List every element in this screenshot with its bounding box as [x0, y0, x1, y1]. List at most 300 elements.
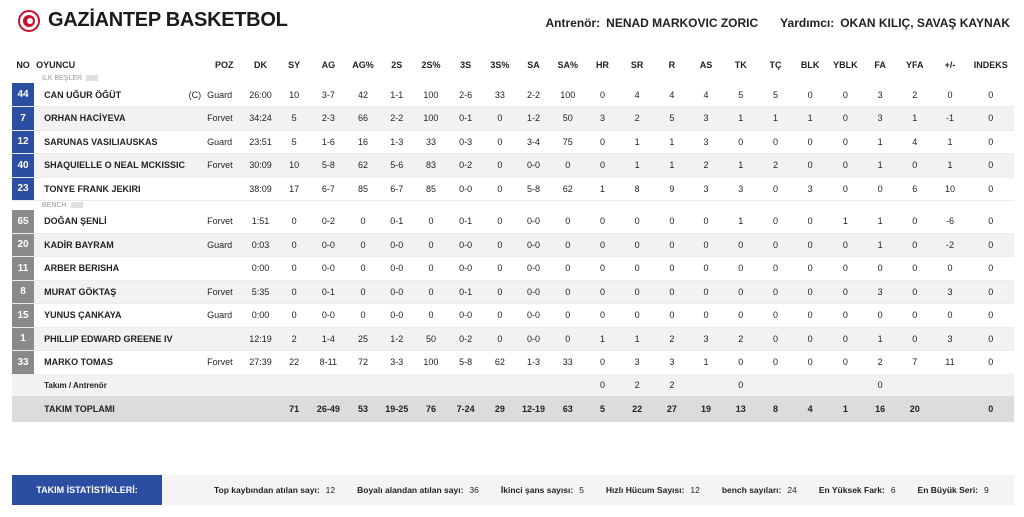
stat-cell: 0 [968, 304, 1014, 328]
player-name[interactable]: ARBER BERISHA [44, 263, 120, 274]
stat-cell [517, 374, 550, 396]
stat-cell: 4 [793, 396, 828, 422]
stat-cell: 33 [483, 83, 517, 107]
stat-cell: 2 [758, 154, 792, 178]
stat-cell: 0 [483, 257, 517, 281]
column-header[interactable]: TK [723, 56, 758, 74]
stat-cell: 23:51 [243, 130, 277, 154]
player-name-cell[interactable] [34, 233, 205, 257]
stat-cell: 0 [483, 327, 517, 351]
stat-cell: 1-4 [311, 327, 346, 351]
stat-cell: 0 [655, 304, 689, 328]
stat-cell: 0 [828, 280, 863, 304]
stat-cell: 6 [897, 177, 932, 201]
column-header[interactable]: SA% [550, 56, 585, 74]
stat-cell: 0 [655, 210, 689, 234]
stat-cell: -6 [932, 210, 967, 234]
player-name-cell[interactable] [34, 107, 205, 131]
player-name[interactable]: SHAQUIELLE O NEAL MCKISSIC [44, 160, 185, 171]
stat-cell: 9 [655, 177, 689, 201]
stat-cell: 0 [828, 233, 863, 257]
stat-cell: 1 [620, 130, 655, 154]
stat-cell: 0 [413, 257, 448, 281]
stat-cell [278, 374, 311, 396]
stat-cell: 8 [620, 177, 655, 201]
stat-cell: 62 [550, 177, 585, 201]
jersey-number: 65 [12, 210, 34, 234]
stat-cell: 30:09 [243, 154, 277, 178]
stat-cell: 0 [413, 280, 448, 304]
stat-cell: 5 [723, 83, 758, 107]
team-stat-item [606, 485, 700, 495]
stat-cell: 0-0 [449, 257, 483, 281]
player-position [205, 177, 243, 201]
stat-cell: 0 [897, 327, 932, 351]
stat-cell: 0-3 [449, 130, 483, 154]
stat-cell: 0 [483, 130, 517, 154]
stat-cell: 2 [723, 327, 758, 351]
stat-cell: 0 [483, 210, 517, 234]
player-row[interactable] [12, 210, 1014, 234]
stat-cell [311, 374, 346, 396]
stat-cell: 0 [346, 257, 380, 281]
stat-cell: 0 [758, 177, 792, 201]
stat-cell: 0 [655, 280, 689, 304]
stat-cell: 0:03 [243, 233, 277, 257]
stat-cell: -1 [932, 107, 967, 131]
stat-cell: 0 [828, 130, 863, 154]
column-header[interactable]: TÇ [758, 56, 792, 74]
stat-cell: 0 [550, 327, 585, 351]
stat-cell: 0 [723, 280, 758, 304]
stat-cell: 0 [689, 280, 723, 304]
player-name[interactable]: MARKO TOMAS [44, 357, 113, 368]
stat-cell: 0-1 [449, 280, 483, 304]
stat-cell: 0 [793, 257, 828, 281]
team-stat-label: bench sayıları: [721, 485, 782, 495]
jersey-number: 1 [12, 327, 34, 351]
stat-cell: 0-0 [311, 257, 346, 281]
stat-cell: 0 [689, 257, 723, 281]
stat-cell: 2 [620, 374, 655, 396]
stat-cell: 25 [346, 327, 380, 351]
column-header[interactable]: 2S [380, 56, 413, 74]
column-header[interactable]: SY [278, 56, 311, 74]
stat-cell: 0 [897, 280, 932, 304]
stat-cell: 22 [620, 396, 655, 422]
stat-cell: 0 [758, 351, 792, 375]
stat-cell: 0 [968, 351, 1014, 375]
stat-cell: 20 [897, 396, 932, 422]
stat-cell: 1-3 [380, 130, 413, 154]
stat-cell: 0 [278, 257, 311, 281]
stat-cell: 71 [278, 396, 311, 422]
stat-cell: 3 [689, 177, 723, 201]
stat-cell: 0 [550, 233, 585, 257]
stat-cell: 6-7 [380, 177, 413, 201]
player-name[interactable]: DOĞAN ŞENLİ [44, 216, 107, 226]
stat-cell: 0-0 [517, 154, 550, 178]
stat-cell: 0-0 [517, 280, 550, 304]
page-header [0, 0, 1024, 46]
player-name-cell[interactable] [34, 280, 205, 304]
team-stat-item [819, 485, 896, 495]
stat-cell: 0 [793, 351, 828, 375]
stat-cell: 3 [863, 280, 897, 304]
stat-cell: 11 [932, 351, 967, 375]
stat-cell: 0:00 [243, 257, 277, 281]
player-name-cell[interactable] [34, 83, 205, 107]
column-header[interactable]: SR [620, 56, 655, 74]
stat-cell [689, 374, 723, 396]
stat-cell: 3-7 [311, 83, 346, 107]
column-header[interactable]: INDEKS [968, 56, 1014, 74]
stat-cell: 1 [897, 107, 932, 131]
stat-cell [897, 374, 932, 396]
assistant-label: Yardımcı: [780, 16, 835, 30]
player-name-cell[interactable] [34, 327, 205, 351]
blank-cell [12, 396, 34, 422]
stat-cell: 5-8 [311, 154, 346, 178]
stat-cell: 0 [968, 327, 1014, 351]
stat-cell: 4 [897, 130, 932, 154]
stat-cell [243, 396, 277, 422]
stat-cell: 0 [828, 304, 863, 328]
team-stat-label: Hızlı Hücum Sayısı: [605, 485, 685, 495]
team-stat-label: İkinci şans sayısı: [500, 485, 574, 495]
player-row[interactable] [12, 304, 1014, 328]
stat-cell: 2 [655, 327, 689, 351]
column-header[interactable]: FA [863, 56, 897, 74]
stat-cell: 0-0 [311, 304, 346, 328]
stat-cell: 16 [346, 130, 380, 154]
stat-cell: 0 [655, 257, 689, 281]
stat-cell: 2 [620, 107, 655, 131]
column-header[interactable]: HR [585, 56, 619, 74]
stat-cell: 10 [278, 83, 311, 107]
stat-cell: 0 [968, 130, 1014, 154]
stat-cell: 1 [793, 107, 828, 131]
player-position [205, 327, 243, 351]
stat-cell: 2 [863, 351, 897, 375]
stat-cell: 6-7 [311, 177, 346, 201]
stat-cell: 5 [655, 107, 689, 131]
column-header[interactable]: BLK [793, 56, 828, 74]
stat-cell: 26-49 [311, 396, 346, 422]
stat-cell: 0 [968, 83, 1014, 107]
stat-cell: 0 [758, 257, 792, 281]
player-name[interactable]: SARUNAS VASILIAUSKAS [44, 136, 158, 147]
stat-cell: 0-0 [517, 257, 550, 281]
stat-cell: 0 [550, 154, 585, 178]
player-name[interactable]: TONYE FRANK JEKIRI [44, 183, 141, 194]
player-row[interactable] [12, 233, 1014, 257]
stat-cell: 0 [828, 257, 863, 281]
stat-cell: 0 [585, 83, 619, 107]
column-header[interactable]: 3S% [483, 56, 517, 74]
player-row[interactable] [12, 257, 1014, 281]
player-row[interactable] [12, 351, 1014, 375]
stat-cell [483, 374, 517, 396]
stat-cell: 5 [278, 107, 311, 131]
stat-cell: 0 [793, 130, 828, 154]
player-name[interactable]: YUNUS ÇANKAYA [44, 310, 122, 321]
stat-cell: 0 [968, 257, 1014, 281]
jersey-number: 11 [12, 257, 34, 281]
stat-cell: 7 [897, 351, 932, 375]
team-stat-item [357, 485, 479, 495]
stat-cell: 0 [758, 130, 792, 154]
stat-cell: 0 [863, 374, 897, 396]
column-header[interactable]: AG% [346, 56, 380, 74]
player-row[interactable] [12, 83, 1014, 107]
column-header[interactable]: OYUNCU [34, 56, 205, 74]
column-header[interactable]: 2S% [413, 56, 448, 74]
stat-cell: 3 [620, 351, 655, 375]
column-header[interactable]: 3S [449, 56, 483, 74]
stat-cell: 2 [689, 154, 723, 178]
jersey-number: 40 [12, 154, 34, 178]
stat-cell: 0 [620, 257, 655, 281]
stat-cell: 0 [793, 154, 828, 178]
player-position: Forvet [205, 280, 243, 304]
team-stat-label: Top kaybından atılan sayı: [214, 485, 320, 495]
stat-cell: 1 [620, 154, 655, 178]
team-name: GAZİANTEP BASKETBOL [48, 9, 288, 31]
player-position: Forvet [205, 107, 243, 131]
player-name[interactable]: MURAT GÖKTAŞ [44, 286, 117, 297]
team-stat-value: 6 [890, 485, 896, 495]
stat-cell: 0 [932, 257, 967, 281]
stat-cell: 0 [723, 130, 758, 154]
stat-cell: 0 [585, 210, 619, 234]
stat-cell: 66 [346, 107, 380, 131]
stat-cell: 0 [793, 280, 828, 304]
captain-badge: (C) [188, 89, 202, 100]
team-logo-icon [18, 10, 40, 32]
stat-cell [243, 374, 277, 396]
stat-cell: 3 [723, 177, 758, 201]
stat-cell: 0 [585, 257, 619, 281]
stat-cell: 0 [968, 233, 1014, 257]
stat-cell: 0 [346, 233, 380, 257]
section-separator [12, 74, 1014, 83]
stat-cell: 1 [863, 154, 897, 178]
stat-cell: 0 [758, 280, 792, 304]
player-name[interactable]: ORHAN HACİYEVA [44, 113, 126, 124]
team-stats-title: TAKIM İSTATİSTİKLERİ: [12, 475, 162, 505]
stat-cell [932, 396, 967, 422]
box-score-table [12, 56, 1014, 422]
team-stats-items [214, 475, 1011, 505]
player-position: Forvet [205, 154, 243, 178]
player-position: Guard [205, 130, 243, 154]
stat-cell: 0-1 [449, 107, 483, 131]
player-name[interactable]: KADİR BAYRAM [44, 239, 114, 250]
stat-cell: 0 [346, 210, 380, 234]
stat-cell: 0 [968, 177, 1014, 201]
section-label: İLK BEŞLER [42, 75, 83, 82]
player-row[interactable] [12, 177, 1014, 201]
player-row[interactable] [12, 327, 1014, 351]
player-row[interactable] [12, 280, 1014, 304]
player-name-cell[interactable] [34, 177, 205, 201]
column-header[interactable]: DK [243, 56, 277, 74]
stat-cell: 4 [620, 83, 655, 107]
stat-cell: 1 [655, 154, 689, 178]
section-label: BENCH [42, 201, 67, 209]
stat-cell: 0 [346, 304, 380, 328]
stat-cell: 62 [483, 351, 517, 375]
stat-cell [380, 374, 413, 396]
team-stat-label: En Yüksek Fark: [818, 485, 885, 495]
stat-cell: 85 [346, 177, 380, 201]
stat-cell: 29 [483, 396, 517, 422]
stat-cell: 5 [278, 130, 311, 154]
stat-cell: 0 [483, 233, 517, 257]
player-row[interactable] [12, 130, 1014, 154]
player-name-cell[interactable] [34, 304, 205, 328]
stat-cell: 4 [689, 83, 723, 107]
total-row [12, 396, 1014, 422]
stat-cell: 1 [620, 327, 655, 351]
stat-cell: 1 [655, 130, 689, 154]
stat-cell: 0 [932, 304, 967, 328]
stat-cell: 2-3 [311, 107, 346, 131]
stat-cell: 0-0 [449, 304, 483, 328]
stat-cell: 0 [550, 210, 585, 234]
stat-cell: 0-1 [380, 210, 413, 234]
stat-cell: 1 [723, 107, 758, 131]
team-stat-item [214, 485, 335, 495]
column-header[interactable]: AS [689, 56, 723, 74]
stat-cell: 0 [483, 304, 517, 328]
stat-cell: 0 [620, 304, 655, 328]
stat-cell: 0 [793, 83, 828, 107]
stat-cell: 0 [897, 154, 932, 178]
stat-cell: 5 [585, 396, 619, 422]
stat-cell: 42 [346, 83, 380, 107]
stat-cell: 0 [550, 257, 585, 281]
stat-cell: 0 [793, 233, 828, 257]
total-label: TAKIM TOPLAMI [34, 396, 243, 422]
stat-cell: 83 [413, 154, 448, 178]
stat-cell: 0 [968, 107, 1014, 131]
team-stats-bar [12, 475, 1014, 505]
stat-cell [968, 374, 1014, 396]
stat-cell: 0 [758, 304, 792, 328]
stat-cell: 2 [897, 83, 932, 107]
stat-cell: 1 [863, 327, 897, 351]
column-header[interactable]: YFA [897, 56, 932, 74]
player-name-cell[interactable] [34, 130, 205, 154]
column-header[interactable]: AG [311, 56, 346, 74]
stat-cell: 8 [758, 396, 792, 422]
stat-cell: 10 [932, 177, 967, 201]
jersey-number: 8 [12, 280, 34, 304]
team-stat-label: En Büyük Seri: [917, 485, 979, 495]
column-header[interactable]: POZ [205, 56, 243, 74]
stat-cell: 0 [793, 304, 828, 328]
stat-cell: 0-0 [380, 257, 413, 281]
stat-cell: 0-0 [517, 327, 550, 351]
stat-cell: 0 [723, 257, 758, 281]
stat-cell: 0 [585, 233, 619, 257]
stat-cell: 0-1 [311, 280, 346, 304]
stat-cell: 0 [585, 130, 619, 154]
stat-cell: 3 [689, 327, 723, 351]
column-header[interactable]: NO [12, 56, 34, 74]
player-name-cell[interactable] [34, 210, 205, 234]
stat-cell: 1-1 [380, 83, 413, 107]
stat-cell: 0-0 [517, 210, 550, 234]
stat-cell: 8-11 [311, 351, 346, 375]
stat-cell: 0 [689, 233, 723, 257]
player-name-cell[interactable] [34, 154, 205, 178]
team-stat-value: 12 [325, 485, 336, 495]
stat-cell: 0 [828, 83, 863, 107]
player-name[interactable]: CAN UĞUR ÖĞÜT [44, 89, 122, 100]
stat-cell: 0-0 [517, 304, 550, 328]
jersey-number: 23 [12, 177, 34, 201]
player-name-cell[interactable] [34, 257, 205, 281]
stat-cell: 0 [278, 280, 311, 304]
stat-cell: 0 [968, 154, 1014, 178]
stat-cell: 0 [723, 233, 758, 257]
stat-cell: 75 [550, 130, 585, 154]
stat-cell: 1 [932, 154, 967, 178]
column-header[interactable]: +/- [932, 56, 967, 74]
team-stat-value: 9 [984, 485, 989, 495]
stat-cell: 0 [585, 351, 619, 375]
stat-cell: 85 [413, 177, 448, 201]
stat-cell: 3-3 [380, 351, 413, 375]
stat-cell: 53 [346, 396, 380, 422]
stat-cell: 0:00 [243, 304, 277, 328]
player-row[interactable] [12, 107, 1014, 131]
stat-cell [550, 374, 585, 396]
stat-cell: 100 [413, 107, 448, 131]
stat-cell: 0-0 [380, 233, 413, 257]
player-name-cell[interactable] [34, 351, 205, 375]
stat-cell: 17 [278, 177, 311, 201]
player-row[interactable] [12, 154, 1014, 178]
jersey-number: 15 [12, 304, 34, 328]
stat-cell: 1 [863, 233, 897, 257]
stat-cell: 0 [723, 304, 758, 328]
stat-cell: 63 [550, 396, 585, 422]
stat-cell: 0 [689, 304, 723, 328]
column-header[interactable]: SA [517, 56, 550, 74]
stat-cell: 0-0 [380, 280, 413, 304]
player-position: Forvet [205, 210, 243, 234]
team-stat-value: 5 [579, 485, 584, 495]
table-header-row [12, 56, 1014, 74]
stat-cell: 50 [413, 327, 448, 351]
stat-cell: 16 [863, 396, 897, 422]
stat-cell: 3 [689, 107, 723, 131]
stat-cell: 0 [863, 304, 897, 328]
column-header[interactable]: YBLK [828, 56, 863, 74]
stat-cell: 0 [483, 280, 517, 304]
column-header[interactable]: R [655, 56, 689, 74]
player-position [205, 257, 243, 281]
stat-cell: 0-0 [517, 233, 550, 257]
stat-cell: 19 [689, 396, 723, 422]
player-name[interactable]: PHILLIP EDWARD GREENE IV [44, 333, 173, 344]
stat-cell: 0 [585, 280, 619, 304]
stat-cell: 1 [585, 177, 619, 201]
